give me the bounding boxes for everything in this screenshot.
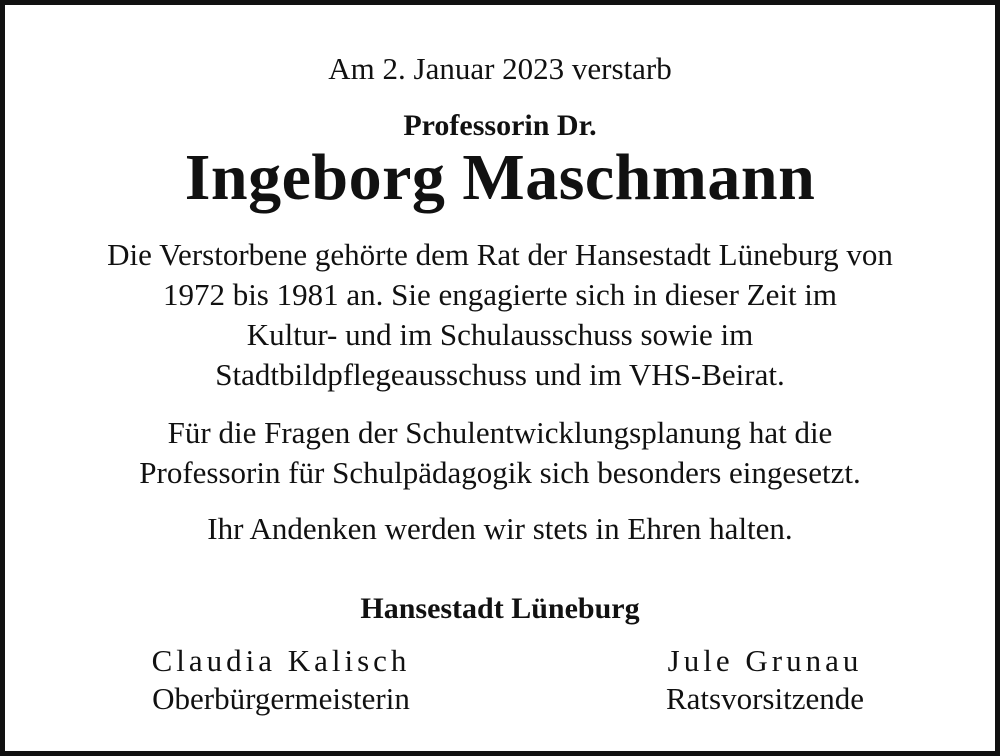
academic-title: Professorin Dr. bbox=[403, 109, 597, 142]
signatory-name: Claudia Kalisch bbox=[151, 643, 411, 678]
signatory-council-chair bbox=[565, 641, 965, 717]
paragraph-line: Ihr Andenken werden wir stets in Ehren halten. bbox=[207, 511, 793, 546]
paragraph-line: Stadtbildpflegeausschuss und im VHS-Beirat. bbox=[215, 357, 785, 392]
signatory-role: Oberbürgermeisterin bbox=[152, 681, 410, 716]
paragraph-line: 1972 bis 1981 an. Sie engagierte sich in dieser Zeit im bbox=[162, 277, 838, 312]
signatory-name: Jule Grunau bbox=[667, 643, 863, 678]
paragraph-line: Für die Fragen der Schulentwicklungsplanung hat die bbox=[167, 415, 833, 450]
tribute-paragraph-council bbox=[5, 235, 995, 395]
tribute-paragraph-school bbox=[5, 413, 995, 493]
paragraph-line: Die Verstorbene gehörte dem Rat der Hansestadt Lüneburg von bbox=[107, 237, 893, 272]
signatory-role: Ratsvorsitzende bbox=[665, 681, 864, 716]
paragraph-line: Professorin für Schulpädagogik sich besonders eingesetzt. bbox=[139, 455, 861, 490]
paragraph-line: Kultur- und im Schulausschuss sowie im bbox=[246, 317, 754, 352]
signatory-mayor bbox=[81, 641, 481, 717]
closing-remembrance bbox=[5, 509, 995, 549]
intro-line: Am 2. Januar 2023 verstarb bbox=[328, 51, 672, 86]
deceased-name: Ingeborg Maschmann bbox=[184, 141, 816, 214]
organization-name: Hansestadt Lüneburg bbox=[360, 592, 640, 625]
